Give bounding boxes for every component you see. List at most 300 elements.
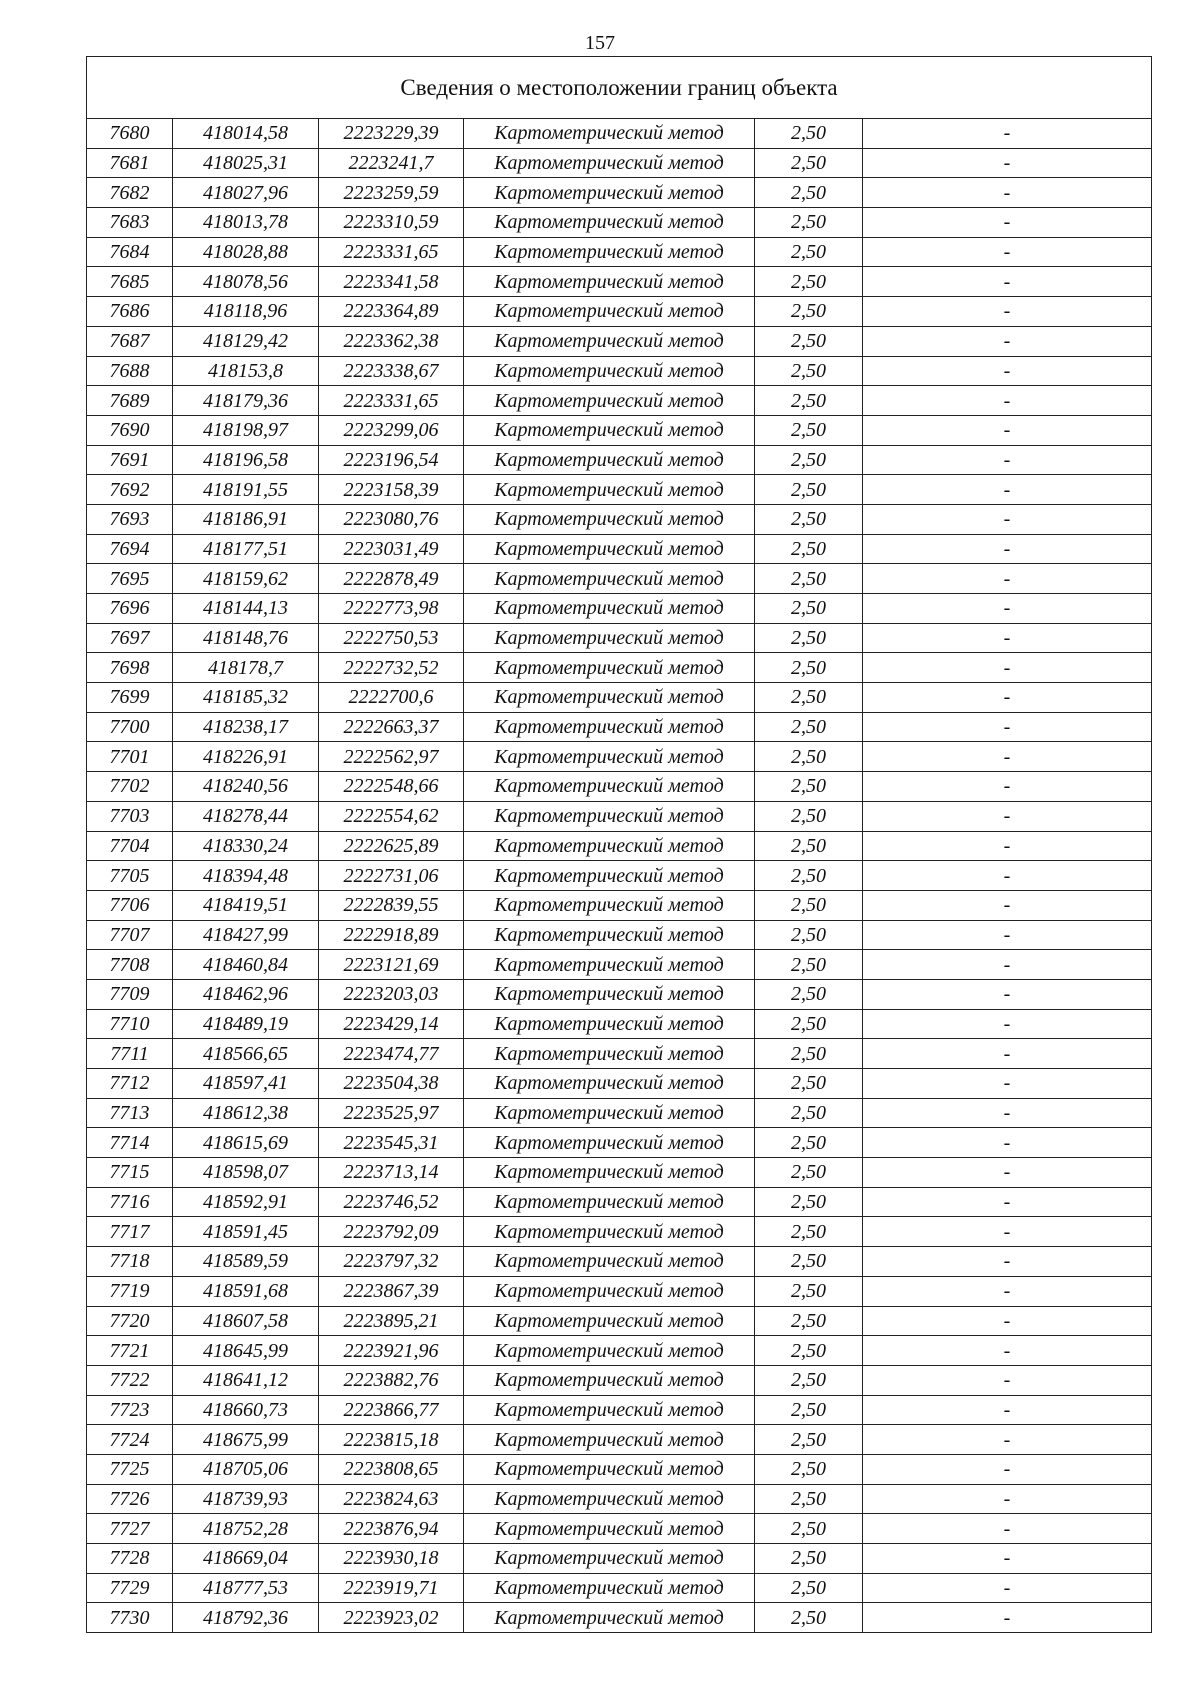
y-coordinate-cell: 2223338,67 [319, 356, 464, 386]
x-coordinate-cell: 418752,28 [173, 1514, 319, 1544]
x-coordinate-cell: 418641,12 [173, 1365, 319, 1395]
description-cell: - [863, 148, 1152, 178]
method-cell: Картометрический метод [464, 445, 755, 475]
accuracy-cell: 2,50 [755, 1514, 863, 1544]
y-coordinate-cell: 2223474,77 [319, 1039, 464, 1069]
y-coordinate-cell: 2223930,18 [319, 1544, 464, 1574]
y-coordinate-cell: 2223196,54 [319, 445, 464, 475]
point-number-cell: 7684 [87, 237, 173, 267]
accuracy-cell: 2,50 [755, 801, 863, 831]
table-title-row [87, 57, 1152, 119]
description-cell: - [863, 1573, 1152, 1603]
point-number-cell: 7696 [87, 594, 173, 624]
description-cell: - [863, 1187, 1152, 1217]
method-cell: Картометрический метод [464, 950, 755, 980]
x-coordinate-cell: 418592,91 [173, 1187, 319, 1217]
table-row [87, 267, 1152, 297]
y-coordinate-cell: 2223919,71 [319, 1573, 464, 1603]
y-coordinate-cell: 2223824,63 [319, 1484, 464, 1514]
table-row [87, 1573, 1152, 1603]
table-row [87, 445, 1152, 475]
point-number-cell: 7725 [87, 1454, 173, 1484]
table-row [87, 1454, 1152, 1484]
point-number-cell: 7699 [87, 683, 173, 713]
method-cell: Картометрический метод [464, 1484, 755, 1514]
point-number-cell: 7712 [87, 1069, 173, 1099]
table-row [87, 1187, 1152, 1217]
y-coordinate-cell: 2222554,62 [319, 801, 464, 831]
description-cell: - [863, 119, 1152, 149]
accuracy-cell: 2,50 [755, 445, 863, 475]
description-cell: - [863, 208, 1152, 238]
y-coordinate-cell: 2222562,97 [319, 742, 464, 772]
point-number-cell: 7703 [87, 801, 173, 831]
point-number-cell: 7714 [87, 1128, 173, 1158]
method-cell: Картометрический метод [464, 356, 755, 386]
table-row [87, 1395, 1152, 1425]
accuracy-cell: 2,50 [755, 237, 863, 267]
accuracy-cell: 2,50 [755, 326, 863, 356]
point-number-cell: 7682 [87, 178, 173, 208]
description-cell: - [863, 920, 1152, 950]
description-cell: - [863, 1098, 1152, 1128]
x-coordinate-cell: 418144,13 [173, 594, 319, 624]
point-number-cell: 7690 [87, 415, 173, 445]
description-cell: - [863, 1425, 1152, 1455]
table-row [87, 1039, 1152, 1069]
method-cell: Картометрический метод [464, 1187, 755, 1217]
method-cell: Картометрический метод [464, 564, 755, 594]
accuracy-cell: 2,50 [755, 386, 863, 416]
point-number-cell: 7708 [87, 950, 173, 980]
description-cell: - [863, 1217, 1152, 1247]
accuracy-cell: 2,50 [755, 208, 863, 238]
description-cell: - [863, 594, 1152, 624]
method-cell: Картометрический метод [464, 1336, 755, 1366]
description-cell: - [863, 297, 1152, 327]
accuracy-cell: 2,50 [755, 1039, 863, 1069]
method-cell: Картометрический метод [464, 1573, 755, 1603]
accuracy-cell: 2,50 [755, 148, 863, 178]
description-cell: - [863, 1009, 1152, 1039]
method-cell: Картометрический метод [464, 1217, 755, 1247]
x-coordinate-cell: 418566,65 [173, 1039, 319, 1069]
description-cell: - [863, 1365, 1152, 1395]
table-row [87, 1069, 1152, 1099]
method-cell: Картометрический метод [464, 683, 755, 713]
x-coordinate-cell: 418330,24 [173, 831, 319, 861]
y-coordinate-cell: 2223713,14 [319, 1158, 464, 1188]
method-cell: Картометрический метод [464, 178, 755, 208]
point-number-cell: 7713 [87, 1098, 173, 1128]
x-coordinate-cell: 418419,51 [173, 890, 319, 920]
method-cell: Картометрический метод [464, 1365, 755, 1395]
table-row [87, 178, 1152, 208]
table-row [87, 1306, 1152, 1336]
accuracy-cell: 2,50 [755, 1247, 863, 1277]
accuracy-cell: 2,50 [755, 534, 863, 564]
table-row [87, 1247, 1152, 1277]
table-row [87, 801, 1152, 831]
x-coordinate-cell: 418598,07 [173, 1158, 319, 1188]
point-number-cell: 7706 [87, 890, 173, 920]
description-cell: - [863, 178, 1152, 208]
x-coordinate-cell: 418777,53 [173, 1573, 319, 1603]
table-row [87, 504, 1152, 534]
description-cell: - [863, 534, 1152, 564]
method-cell: Картометрический метод [464, 1603, 755, 1633]
y-coordinate-cell: 2223876,94 [319, 1514, 464, 1544]
table-row [87, 712, 1152, 742]
y-coordinate-cell: 2223797,32 [319, 1247, 464, 1277]
point-number-cell: 7691 [87, 445, 173, 475]
x-coordinate-cell: 418739,93 [173, 1484, 319, 1514]
point-number-cell: 7710 [87, 1009, 173, 1039]
description-cell: - [863, 326, 1152, 356]
y-coordinate-cell: 2223921,96 [319, 1336, 464, 1366]
description-cell: - [863, 386, 1152, 416]
accuracy-cell: 2,50 [755, 504, 863, 534]
table-row [87, 534, 1152, 564]
description-cell: - [863, 415, 1152, 445]
description-cell: - [863, 712, 1152, 742]
method-cell: Картометрический метод [464, 326, 755, 356]
table-row [87, 475, 1152, 505]
y-coordinate-cell: 2222773,98 [319, 594, 464, 624]
point-number-cell: 7727 [87, 1514, 173, 1544]
y-coordinate-cell: 2223895,21 [319, 1306, 464, 1336]
point-number-cell: 7730 [87, 1603, 173, 1633]
point-number-cell: 7688 [87, 356, 173, 386]
table-row [87, 861, 1152, 891]
point-number-cell: 7689 [87, 386, 173, 416]
accuracy-cell: 2,50 [755, 267, 863, 297]
table-row [87, 1484, 1152, 1514]
table-row [87, 623, 1152, 653]
description-cell: - [863, 1247, 1152, 1277]
description-cell: - [863, 979, 1152, 1009]
table-row [87, 1098, 1152, 1128]
description-cell: - [863, 504, 1152, 534]
y-coordinate-cell: 2223259,59 [319, 178, 464, 208]
table-row [87, 1276, 1152, 1306]
point-number-cell: 7718 [87, 1247, 173, 1277]
table-title: Сведения о местоположении границ объекта [87, 57, 1152, 119]
point-number-cell: 7717 [87, 1217, 173, 1247]
y-coordinate-cell: 2223121,69 [319, 950, 464, 980]
accuracy-cell: 2,50 [755, 1484, 863, 1514]
method-cell: Картометрический метод [464, 712, 755, 742]
table-row [87, 742, 1152, 772]
y-coordinate-cell: 2222548,66 [319, 772, 464, 802]
description-cell: - [863, 1128, 1152, 1158]
y-coordinate-cell: 2223364,89 [319, 297, 464, 327]
x-coordinate-cell: 418178,7 [173, 653, 319, 683]
description-cell: - [863, 356, 1152, 386]
method-cell: Картометрический метод [464, 148, 755, 178]
point-number-cell: 7685 [87, 267, 173, 297]
method-cell: Картометрический метод [464, 237, 755, 267]
table-row [87, 208, 1152, 238]
description-cell: - [863, 1603, 1152, 1633]
description-cell: - [863, 683, 1152, 713]
method-cell: Картометрический метод [464, 1514, 755, 1544]
y-coordinate-cell: 2223792,09 [319, 1217, 464, 1247]
table-row [87, 653, 1152, 683]
y-coordinate-cell: 2223866,77 [319, 1395, 464, 1425]
x-coordinate-cell: 418191,55 [173, 475, 319, 505]
accuracy-cell: 2,50 [755, 297, 863, 327]
table-row [87, 237, 1152, 267]
accuracy-cell: 2,50 [755, 772, 863, 802]
x-coordinate-cell: 418177,51 [173, 534, 319, 564]
method-cell: Картометрический метод [464, 208, 755, 238]
point-number-cell: 7719 [87, 1276, 173, 1306]
x-coordinate-cell: 418025,31 [173, 148, 319, 178]
description-cell: - [863, 1069, 1152, 1099]
method-cell: Картометрический метод [464, 534, 755, 564]
description-cell: - [863, 772, 1152, 802]
y-coordinate-cell: 2223299,06 [319, 415, 464, 445]
description-cell: - [863, 1306, 1152, 1336]
accuracy-cell: 2,50 [755, 1306, 863, 1336]
method-cell: Картометрический метод [464, 742, 755, 772]
description-cell: - [863, 1544, 1152, 1574]
point-number-cell: 7681 [87, 148, 173, 178]
y-coordinate-cell: 2223867,39 [319, 1276, 464, 1306]
accuracy-cell: 2,50 [755, 712, 863, 742]
x-coordinate-cell: 418159,62 [173, 564, 319, 594]
y-coordinate-cell: 2223362,38 [319, 326, 464, 356]
boundary-coordinates-table [86, 56, 1152, 1633]
point-number-cell: 7680 [87, 119, 173, 149]
description-cell: - [863, 742, 1152, 772]
x-coordinate-cell: 418669,04 [173, 1544, 319, 1574]
description-cell: - [863, 1454, 1152, 1484]
point-number-cell: 7723 [87, 1395, 173, 1425]
table-row [87, 1217, 1152, 1247]
y-coordinate-cell: 2223815,18 [319, 1425, 464, 1455]
point-number-cell: 7707 [87, 920, 173, 950]
description-cell: - [863, 1158, 1152, 1188]
y-coordinate-cell: 2223923,02 [319, 1603, 464, 1633]
point-number-cell: 7692 [87, 475, 173, 505]
description-cell: - [863, 831, 1152, 861]
table-row [87, 831, 1152, 861]
x-coordinate-cell: 418148,76 [173, 623, 319, 653]
y-coordinate-cell: 2222731,06 [319, 861, 464, 891]
x-coordinate-cell: 418198,97 [173, 415, 319, 445]
method-cell: Картометрический метод [464, 831, 755, 861]
point-number-cell: 7729 [87, 1573, 173, 1603]
accuracy-cell: 2,50 [755, 119, 863, 149]
x-coordinate-cell: 418129,42 [173, 326, 319, 356]
accuracy-cell: 2,50 [755, 564, 863, 594]
table-row [87, 1603, 1152, 1633]
point-number-cell: 7709 [87, 979, 173, 1009]
description-cell: - [863, 861, 1152, 891]
table-row [87, 594, 1152, 624]
y-coordinate-cell: 2223808,65 [319, 1454, 464, 1484]
point-number-cell: 7704 [87, 831, 173, 861]
y-coordinate-cell: 2223158,39 [319, 475, 464, 505]
table-row [87, 1128, 1152, 1158]
x-coordinate-cell: 418278,44 [173, 801, 319, 831]
table-row [87, 683, 1152, 713]
table-row [87, 564, 1152, 594]
x-coordinate-cell: 418078,56 [173, 267, 319, 297]
accuracy-cell: 2,50 [755, 623, 863, 653]
point-number-cell: 7702 [87, 772, 173, 802]
point-number-cell: 7694 [87, 534, 173, 564]
accuracy-cell: 2,50 [755, 1069, 863, 1099]
point-number-cell: 7715 [87, 1158, 173, 1188]
method-cell: Картометрический метод [464, 119, 755, 149]
x-coordinate-cell: 418226,91 [173, 742, 319, 772]
accuracy-cell: 2,50 [755, 683, 863, 713]
x-coordinate-cell: 418589,59 [173, 1247, 319, 1277]
x-coordinate-cell: 418028,88 [173, 237, 319, 267]
accuracy-cell: 2,50 [755, 1544, 863, 1574]
y-coordinate-cell: 2222878,49 [319, 564, 464, 594]
x-coordinate-cell: 418014,58 [173, 119, 319, 149]
accuracy-cell: 2,50 [755, 1217, 863, 1247]
table-body [87, 119, 1152, 1633]
y-coordinate-cell: 2223080,76 [319, 504, 464, 534]
table-row [87, 148, 1152, 178]
method-cell: Картометрический метод [464, 1128, 755, 1158]
y-coordinate-cell: 2223310,59 [319, 208, 464, 238]
x-coordinate-cell: 418153,8 [173, 356, 319, 386]
method-cell: Картометрический метод [464, 475, 755, 505]
accuracy-cell: 2,50 [755, 979, 863, 1009]
method-cell: Картометрический метод [464, 1306, 755, 1336]
table-row [87, 1158, 1152, 1188]
method-cell: Картометрический метод [464, 1247, 755, 1277]
accuracy-cell: 2,50 [755, 950, 863, 980]
accuracy-cell: 2,50 [755, 1009, 863, 1039]
table-row [87, 1365, 1152, 1395]
y-coordinate-cell: 2223525,97 [319, 1098, 464, 1128]
x-coordinate-cell: 418118,96 [173, 297, 319, 327]
table-row [87, 119, 1152, 149]
point-number-cell: 7697 [87, 623, 173, 653]
description-cell: - [863, 1395, 1152, 1425]
accuracy-cell: 2,50 [755, 653, 863, 683]
accuracy-cell: 2,50 [755, 831, 863, 861]
method-cell: Картометрический метод [464, 1395, 755, 1425]
y-coordinate-cell: 2222839,55 [319, 890, 464, 920]
table-row [87, 297, 1152, 327]
point-number-cell: 7698 [87, 653, 173, 683]
x-coordinate-cell: 418607,58 [173, 1306, 319, 1336]
y-coordinate-cell: 2223203,03 [319, 979, 464, 1009]
point-number-cell: 7722 [87, 1365, 173, 1395]
x-coordinate-cell: 418489,19 [173, 1009, 319, 1039]
accuracy-cell: 2,50 [755, 415, 863, 445]
accuracy-cell: 2,50 [755, 1098, 863, 1128]
description-cell: - [863, 475, 1152, 505]
accuracy-cell: 2,50 [755, 920, 863, 950]
method-cell: Картометрический метод [464, 594, 755, 624]
table-row [87, 386, 1152, 416]
y-coordinate-cell: 2222750,53 [319, 623, 464, 653]
accuracy-cell: 2,50 [755, 1573, 863, 1603]
point-number-cell: 7728 [87, 1544, 173, 1574]
point-number-cell: 7687 [87, 326, 173, 356]
page-number: 157 [585, 32, 615, 54]
accuracy-cell: 2,50 [755, 1454, 863, 1484]
accuracy-cell: 2,50 [755, 890, 863, 920]
point-number-cell: 7686 [87, 297, 173, 327]
method-cell: Картометрический метод [464, 1098, 755, 1128]
method-cell: Картометрический метод [464, 1454, 755, 1484]
description-cell: - [863, 1514, 1152, 1544]
method-cell: Картометрический метод [464, 504, 755, 534]
accuracy-cell: 2,50 [755, 1365, 863, 1395]
accuracy-cell: 2,50 [755, 1395, 863, 1425]
description-cell: - [863, 950, 1152, 980]
x-coordinate-cell: 418394,48 [173, 861, 319, 891]
method-cell: Картометрический метод [464, 1158, 755, 1188]
point-number-cell: 7693 [87, 504, 173, 534]
y-coordinate-cell: 2223229,39 [319, 119, 464, 149]
y-coordinate-cell: 2223746,52 [319, 1187, 464, 1217]
x-coordinate-cell: 418240,56 [173, 772, 319, 802]
y-coordinate-cell: 2223241,7 [319, 148, 464, 178]
method-cell: Картометрический метод [464, 386, 755, 416]
accuracy-cell: 2,50 [755, 594, 863, 624]
accuracy-cell: 2,50 [755, 1425, 863, 1455]
x-coordinate-cell: 418615,69 [173, 1128, 319, 1158]
x-coordinate-cell: 418462,96 [173, 979, 319, 1009]
y-coordinate-cell: 2222700,6 [319, 683, 464, 713]
table-row [87, 1514, 1152, 1544]
accuracy-cell: 2,50 [755, 1187, 863, 1217]
accuracy-cell: 2,50 [755, 861, 863, 891]
point-number-cell: 7705 [87, 861, 173, 891]
y-coordinate-cell: 2223504,38 [319, 1069, 464, 1099]
accuracy-cell: 2,50 [755, 356, 863, 386]
accuracy-cell: 2,50 [755, 475, 863, 505]
x-coordinate-cell: 418675,99 [173, 1425, 319, 1455]
method-cell: Картометрический метод [464, 1069, 755, 1099]
x-coordinate-cell: 418427,99 [173, 920, 319, 950]
method-cell: Картометрический метод [464, 623, 755, 653]
point-number-cell: 7695 [87, 564, 173, 594]
table-row [87, 890, 1152, 920]
y-coordinate-cell: 2223429,14 [319, 1009, 464, 1039]
table-row [87, 920, 1152, 950]
description-cell: - [863, 1484, 1152, 1514]
method-cell: Картометрический метод [464, 1544, 755, 1574]
description-cell: - [863, 801, 1152, 831]
table-row [87, 1009, 1152, 1039]
y-coordinate-cell: 2223331,65 [319, 237, 464, 267]
table-row [87, 950, 1152, 980]
accuracy-cell: 2,50 [755, 1158, 863, 1188]
method-cell: Картометрический метод [464, 297, 755, 327]
method-cell: Картометрический метод [464, 653, 755, 683]
point-number-cell: 7721 [87, 1336, 173, 1366]
x-coordinate-cell: 418591,68 [173, 1276, 319, 1306]
table-row [87, 772, 1152, 802]
y-coordinate-cell: 2222625,89 [319, 831, 464, 861]
table-row [87, 415, 1152, 445]
accuracy-cell: 2,50 [755, 1603, 863, 1633]
accuracy-cell: 2,50 [755, 1276, 863, 1306]
x-coordinate-cell: 418645,99 [173, 1336, 319, 1366]
